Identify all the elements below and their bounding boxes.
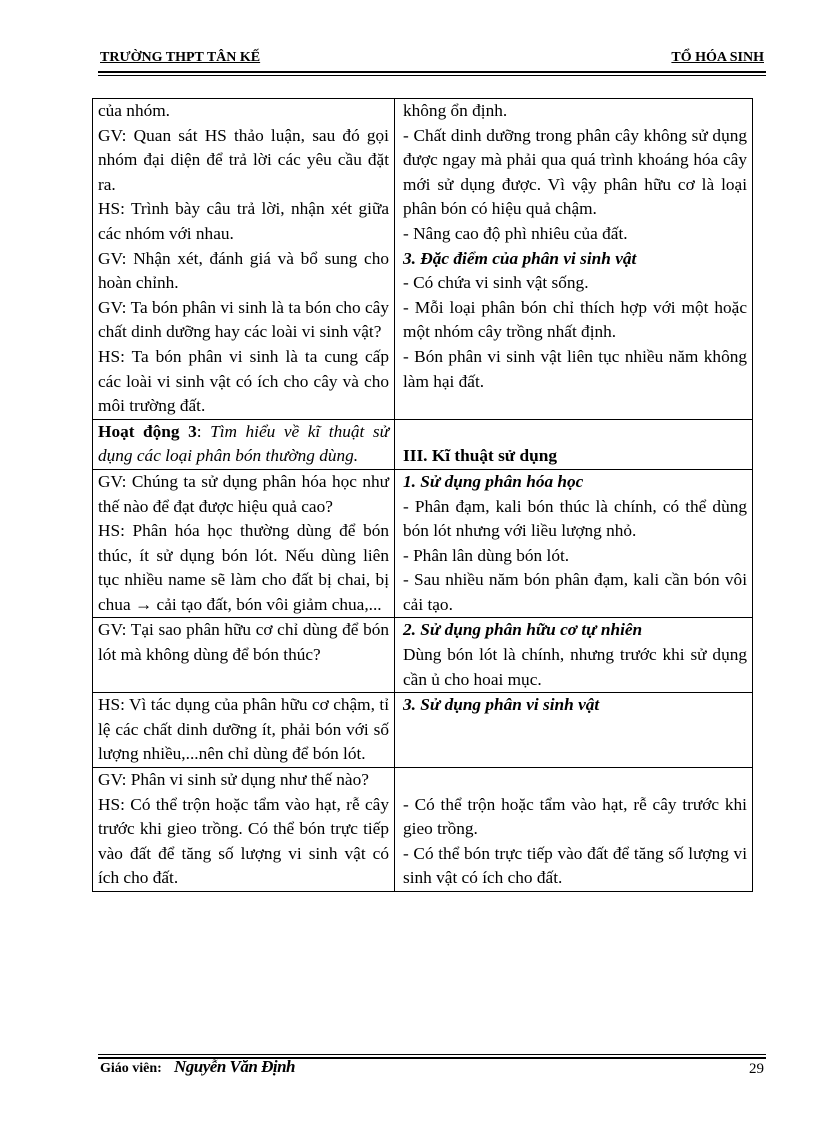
activity-cell	[93, 693, 395, 768]
paragraph: GV: Nhận xét, đánh giá và bổ sung cho hoàn chỉnh.	[98, 248, 389, 293]
content-cell	[395, 693, 753, 768]
paragraph: không ổn định.	[403, 101, 508, 120]
content-cell	[395, 469, 753, 618]
teacher-signature: Nguyễn Văn Định	[174, 1057, 295, 1076]
paragraph	[98, 420, 389, 469]
content-cell	[395, 618, 753, 693]
paragraph: - Mỗi loại phân bón chỉ thích hợp với một hoặc một nhóm cây trồng nhất định.	[403, 297, 747, 342]
content-cell	[395, 419, 753, 469]
paragraph: GV: Quan sát HS thảo luận, sau đó gọi nhóm đại diện để trả lời các yêu cầu đặt ra.	[98, 125, 389, 194]
table-row	[93, 99, 753, 420]
section-heading: 2. Sử dụng phân hữu cơ tự nhiên	[403, 620, 643, 640]
lesson-table-body	[93, 99, 753, 892]
paragraph: của nhóm.	[98, 101, 170, 120]
lesson-table	[92, 98, 753, 892]
section-heading: 3. Sử dụng phân vi sinh vật	[403, 695, 600, 715]
paragraph: GV: Phân vi sinh sử dụng như thế nào?	[98, 770, 369, 790]
content-cell	[395, 99, 753, 420]
activity-cell	[93, 469, 395, 618]
paragraph: - Có chứa vi sinh vật sống.	[403, 273, 589, 293]
spacer	[403, 768, 747, 793]
teacher-label: Giáo viên:	[100, 1061, 162, 1076]
paragraph: HS: Có thể trộn hoặc tẩm vào hạt, rễ cây trước khi gieo trồng. Có thể bón trực tiếp vào đất để tăng số lượng vi sinh vật có ích cho đất.	[98, 794, 389, 888]
paragraph: - Phân đạm, kali bón thúc là chính, có thể dùng bón lót nhưng với liều lượng nhỏ.	[403, 496, 747, 541]
paragraph: - Bón phân vi sinh vật liên tục nhiều năm không làm hại đất.	[403, 346, 747, 391]
paragraph: HS: Ta bón phân vi sinh là ta cung cấp các loài vi sinh vật có ích cho cây và cho môi trường đất.	[98, 346, 389, 416]
paragraph: - Có thể bón trực tiếp vào đất để tăng số lượng vi sinh vật có ích cho đất.	[403, 843, 747, 888]
section-heading: 1. Sử dụng phân hóa học	[403, 471, 584, 491]
section-heading: III. Kĩ thuật sử dụng	[403, 446, 557, 466]
header-rule-thin	[98, 75, 766, 76]
activity-cell	[93, 618, 395, 693]
activity-cell	[93, 768, 395, 892]
table-row	[93, 618, 753, 693]
paragraph: HS: Phân hóa học thường dùng để bón thúc, ít sử dụng bón lót. Nếu dùng liên tục nhiều name sẽ làm cho đất bị chai, bị chua → cải tạo đất, bón vôi giảm chua,...	[98, 521, 389, 614]
table-row	[93, 469, 753, 618]
activity-cell	[93, 419, 395, 469]
paragraph: HS: Trình bày câu trả lời, nhận xét giữa các nhóm với nhau.	[98, 199, 389, 243]
paragraph: - Nâng cao độ phì nhiêu của đất.	[403, 223, 628, 243]
header-rule	[98, 71, 766, 73]
paragraph: - Có thể trộn hoặc tẩm vào hạt, rễ cây trước khi gieo trồng.	[403, 794, 747, 839]
school-name: TRƯỜNG THPT TÂN KẾ	[100, 50, 261, 65]
page-footer	[98, 1057, 766, 1083]
paragraph: HS: Vì tác dụng của phân hữu cơ chậm, tỉ lệ các chất dinh dưỡng ít, phải bón với số lượng nhiều,...nên chỉ dùng để bón lót.	[98, 695, 389, 764]
activity-heading: Hoạt động 3	[98, 421, 197, 441]
paragraph: GV: Tại sao phân hữu cơ chỉ dùng để bón lót mà không dùng để bón thúc?	[98, 620, 389, 665]
paragraph: - Chất dinh dưỡng trong phân cây không sử dụng được ngay mà phải qua quá trình khoáng hóa cây mới sử dụng được. Vì vậy phân hữu cơ là loại phân bón có hiệu quả chậm.	[403, 125, 747, 219]
spacer	[403, 420, 747, 445]
footer-rule-thin	[98, 1054, 766, 1055]
table-row	[93, 768, 753, 892]
table-row	[93, 419, 753, 469]
activity-cell	[93, 99, 395, 420]
paragraph: GV: Chúng ta sử dụng phân hóa học như thế nào để đạt được hiệu quả cao?	[98, 471, 389, 516]
paragraph: - Sau nhiều năm bón phân đạm, kali cần bón vôi cải tạo.	[403, 570, 747, 614]
page-number: 29	[749, 1061, 764, 1077]
section-heading: 3. Đặc điểm của phân vi sinh vật	[403, 248, 637, 268]
department-name: TỔ HÓA SINH	[671, 50, 764, 65]
content-cell	[395, 768, 753, 892]
paragraph: - Phân lân dùng bón lót.	[403, 545, 570, 565]
activity-title: Tìm hiểu về kĩ thuật sử dụng các loại phân bón thường dùng.	[98, 421, 389, 466]
paragraph: Dùng bón lót là chính, nhưng trước khi sử dụng cần ủ cho hoai mục.	[403, 645, 747, 689]
table-row	[93, 693, 753, 768]
separator: :	[196, 421, 211, 441]
paragraph: GV: Ta bón phân vi sinh là ta bón cho cây chất dinh dưỡng hay các loài vi sinh vật?	[98, 297, 389, 342]
page-header	[98, 48, 766, 68]
